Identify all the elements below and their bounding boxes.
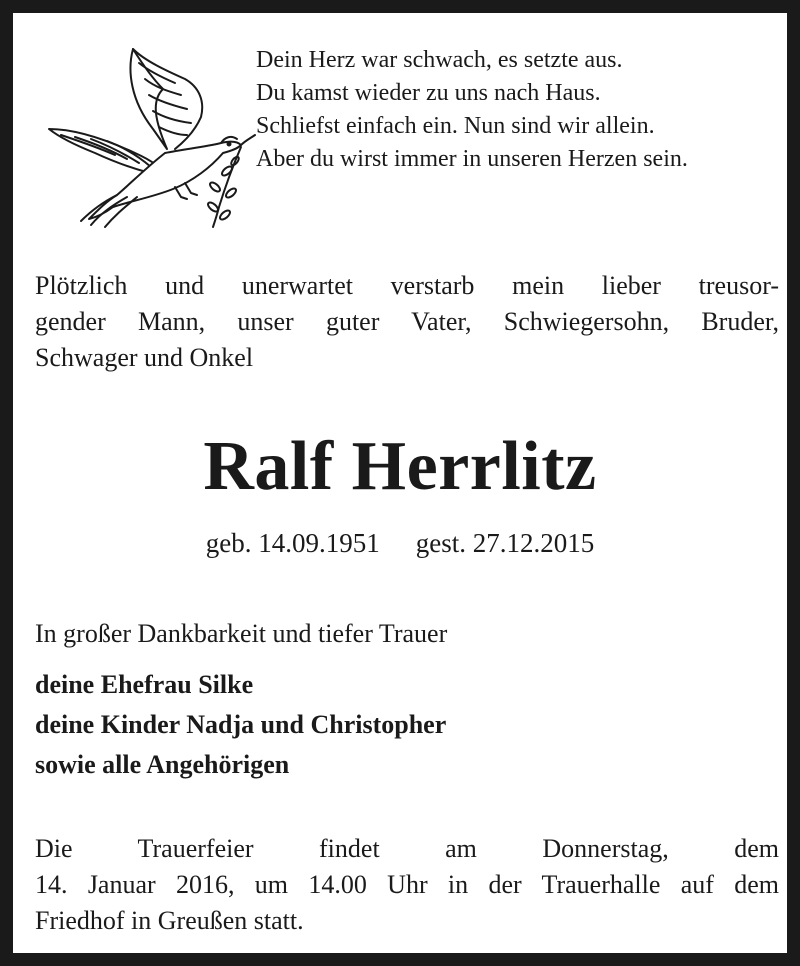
life-dates	[13, 525, 787, 561]
mourner: deine Kinder Nadja und Christopher	[35, 710, 447, 739]
intro-line: gender Mann, unser guter Vater, Schwiegersohn, Bruder,	[35, 307, 779, 336]
poem	[256, 44, 796, 176]
poem-line: Aber du wirst immer in unseren Herzen sein.	[256, 146, 688, 172]
funeral-info	[35, 831, 779, 939]
birth-date: geb. 14.09.1951	[205, 528, 380, 558]
mourner: sowie alle Angehörigen	[35, 750, 290, 779]
intro-line: Plötzlich und unerwartet verstarb mein lieber treusor-	[35, 271, 779, 300]
intro-line: Schwager und Onkel	[35, 343, 254, 372]
poem-line: Schliefst einfach ein. Nun sind wir allein.	[256, 113, 655, 139]
funeral-line: 14. Januar 2016, um 14.00 Uhr in der Trauerhalle auf dem	[35, 870, 779, 899]
poem-line: Du kamst wieder zu uns nach Haus.	[256, 80, 601, 106]
death-date: gest. 27.12.2015	[415, 528, 595, 558]
mourners-list	[35, 665, 446, 785]
mourner: deine Ehefrau Silke	[35, 670, 254, 699]
deceased-name: Ralf Herrlitz	[203, 428, 597, 505]
poem-line: Dein Herz war schwach, es setzte aus.	[256, 47, 623, 73]
intro-paragraph	[35, 268, 779, 376]
mourning-line: In großer Dankbarkeit und tiefer Trauer	[35, 619, 448, 648]
funeral-line: Die Trauerfeier findet am Donnerstag, dem	[35, 834, 779, 863]
funeral-line: Friedhof in Greußen statt.	[35, 906, 304, 935]
dove-icon	[35, 31, 265, 231]
